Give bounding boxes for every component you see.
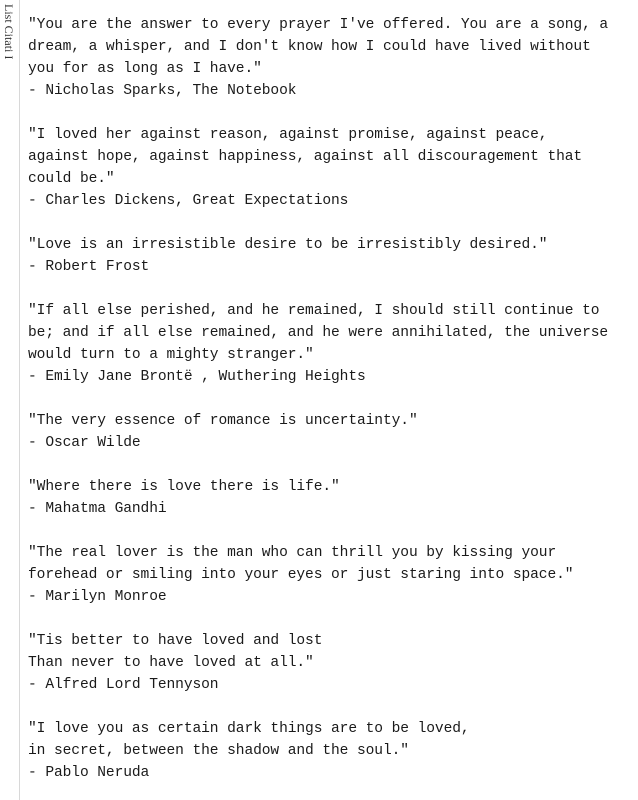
quote-line: would turn to a mighty stranger." <box>28 347 314 363</box>
quote-line: you for as long as I have." <box>28 61 262 77</box>
quote-line: "The real lover is the man who can thrill you by kissing your <box>28 545 557 561</box>
quote-block <box>28 630 632 696</box>
quote-attribution: - Emily Jane Brontë , Wuthering Heights <box>28 369 366 385</box>
quote-list <box>28 14 632 800</box>
quote-line: "Where there is love there is life." <box>28 479 340 495</box>
side-strip <box>0 0 20 800</box>
quote-line: Than never to have loved at all." <box>28 655 314 671</box>
quote-block <box>28 14 632 102</box>
quote-block <box>28 124 632 212</box>
quote-line: "The very essence of romance is uncertainty." <box>28 413 418 429</box>
quote-line: "Tis better to have loved and lost <box>28 633 323 649</box>
quote-line: dream, a whisper, and I don't know how I could have lived without <box>28 39 591 55</box>
quote-line: "If all else perished, and he remained, I should still continue to <box>28 303 600 319</box>
quote-line: against hope, against happiness, against all discouragement that <box>28 149 583 165</box>
quote-block <box>28 300 632 388</box>
quote-attribution: - Charles Dickens, Great Expectations <box>28 193 349 209</box>
quote-line: be; and if all else remained, and he were annihilated, the universe <box>28 325 609 341</box>
side-label: List Citati I <box>2 4 16 60</box>
quote-attribution: - Alfred Lord Tennyson <box>28 677 219 693</box>
quote-block <box>28 234 632 278</box>
quote-attribution: - Robert Frost <box>28 259 150 275</box>
quote-block <box>28 718 632 784</box>
quote-line: forehead or smiling into your eyes or just staring into space." <box>28 567 574 583</box>
quote-line: in secret, between the shadow and the soul." <box>28 743 409 759</box>
quote-block <box>28 542 632 608</box>
quote-line: could be." <box>28 171 115 187</box>
quote-line: "I love you as certain dark things are to be loved, <box>28 721 470 737</box>
quote-attribution: - Oscar Wilde <box>28 435 141 451</box>
quote-line: "You are the answer to every prayer I've offered. You are a song, a <box>28 17 609 33</box>
quote-attribution: - Nicholas Sparks, The Notebook <box>28 83 297 99</box>
quote-attribution: - Marilyn Monroe <box>28 589 167 605</box>
quote-line: "Love is an irresistible desire to be irresistibly desired." <box>28 237 548 253</box>
quote-attribution: - Mahatma Gandhi <box>28 501 167 517</box>
quote-line: "I loved her against reason, against promise, against peace, <box>28 127 548 143</box>
quote-attribution: - Pablo Neruda <box>28 765 150 781</box>
quote-block <box>28 476 632 520</box>
quote-block <box>28 410 632 454</box>
